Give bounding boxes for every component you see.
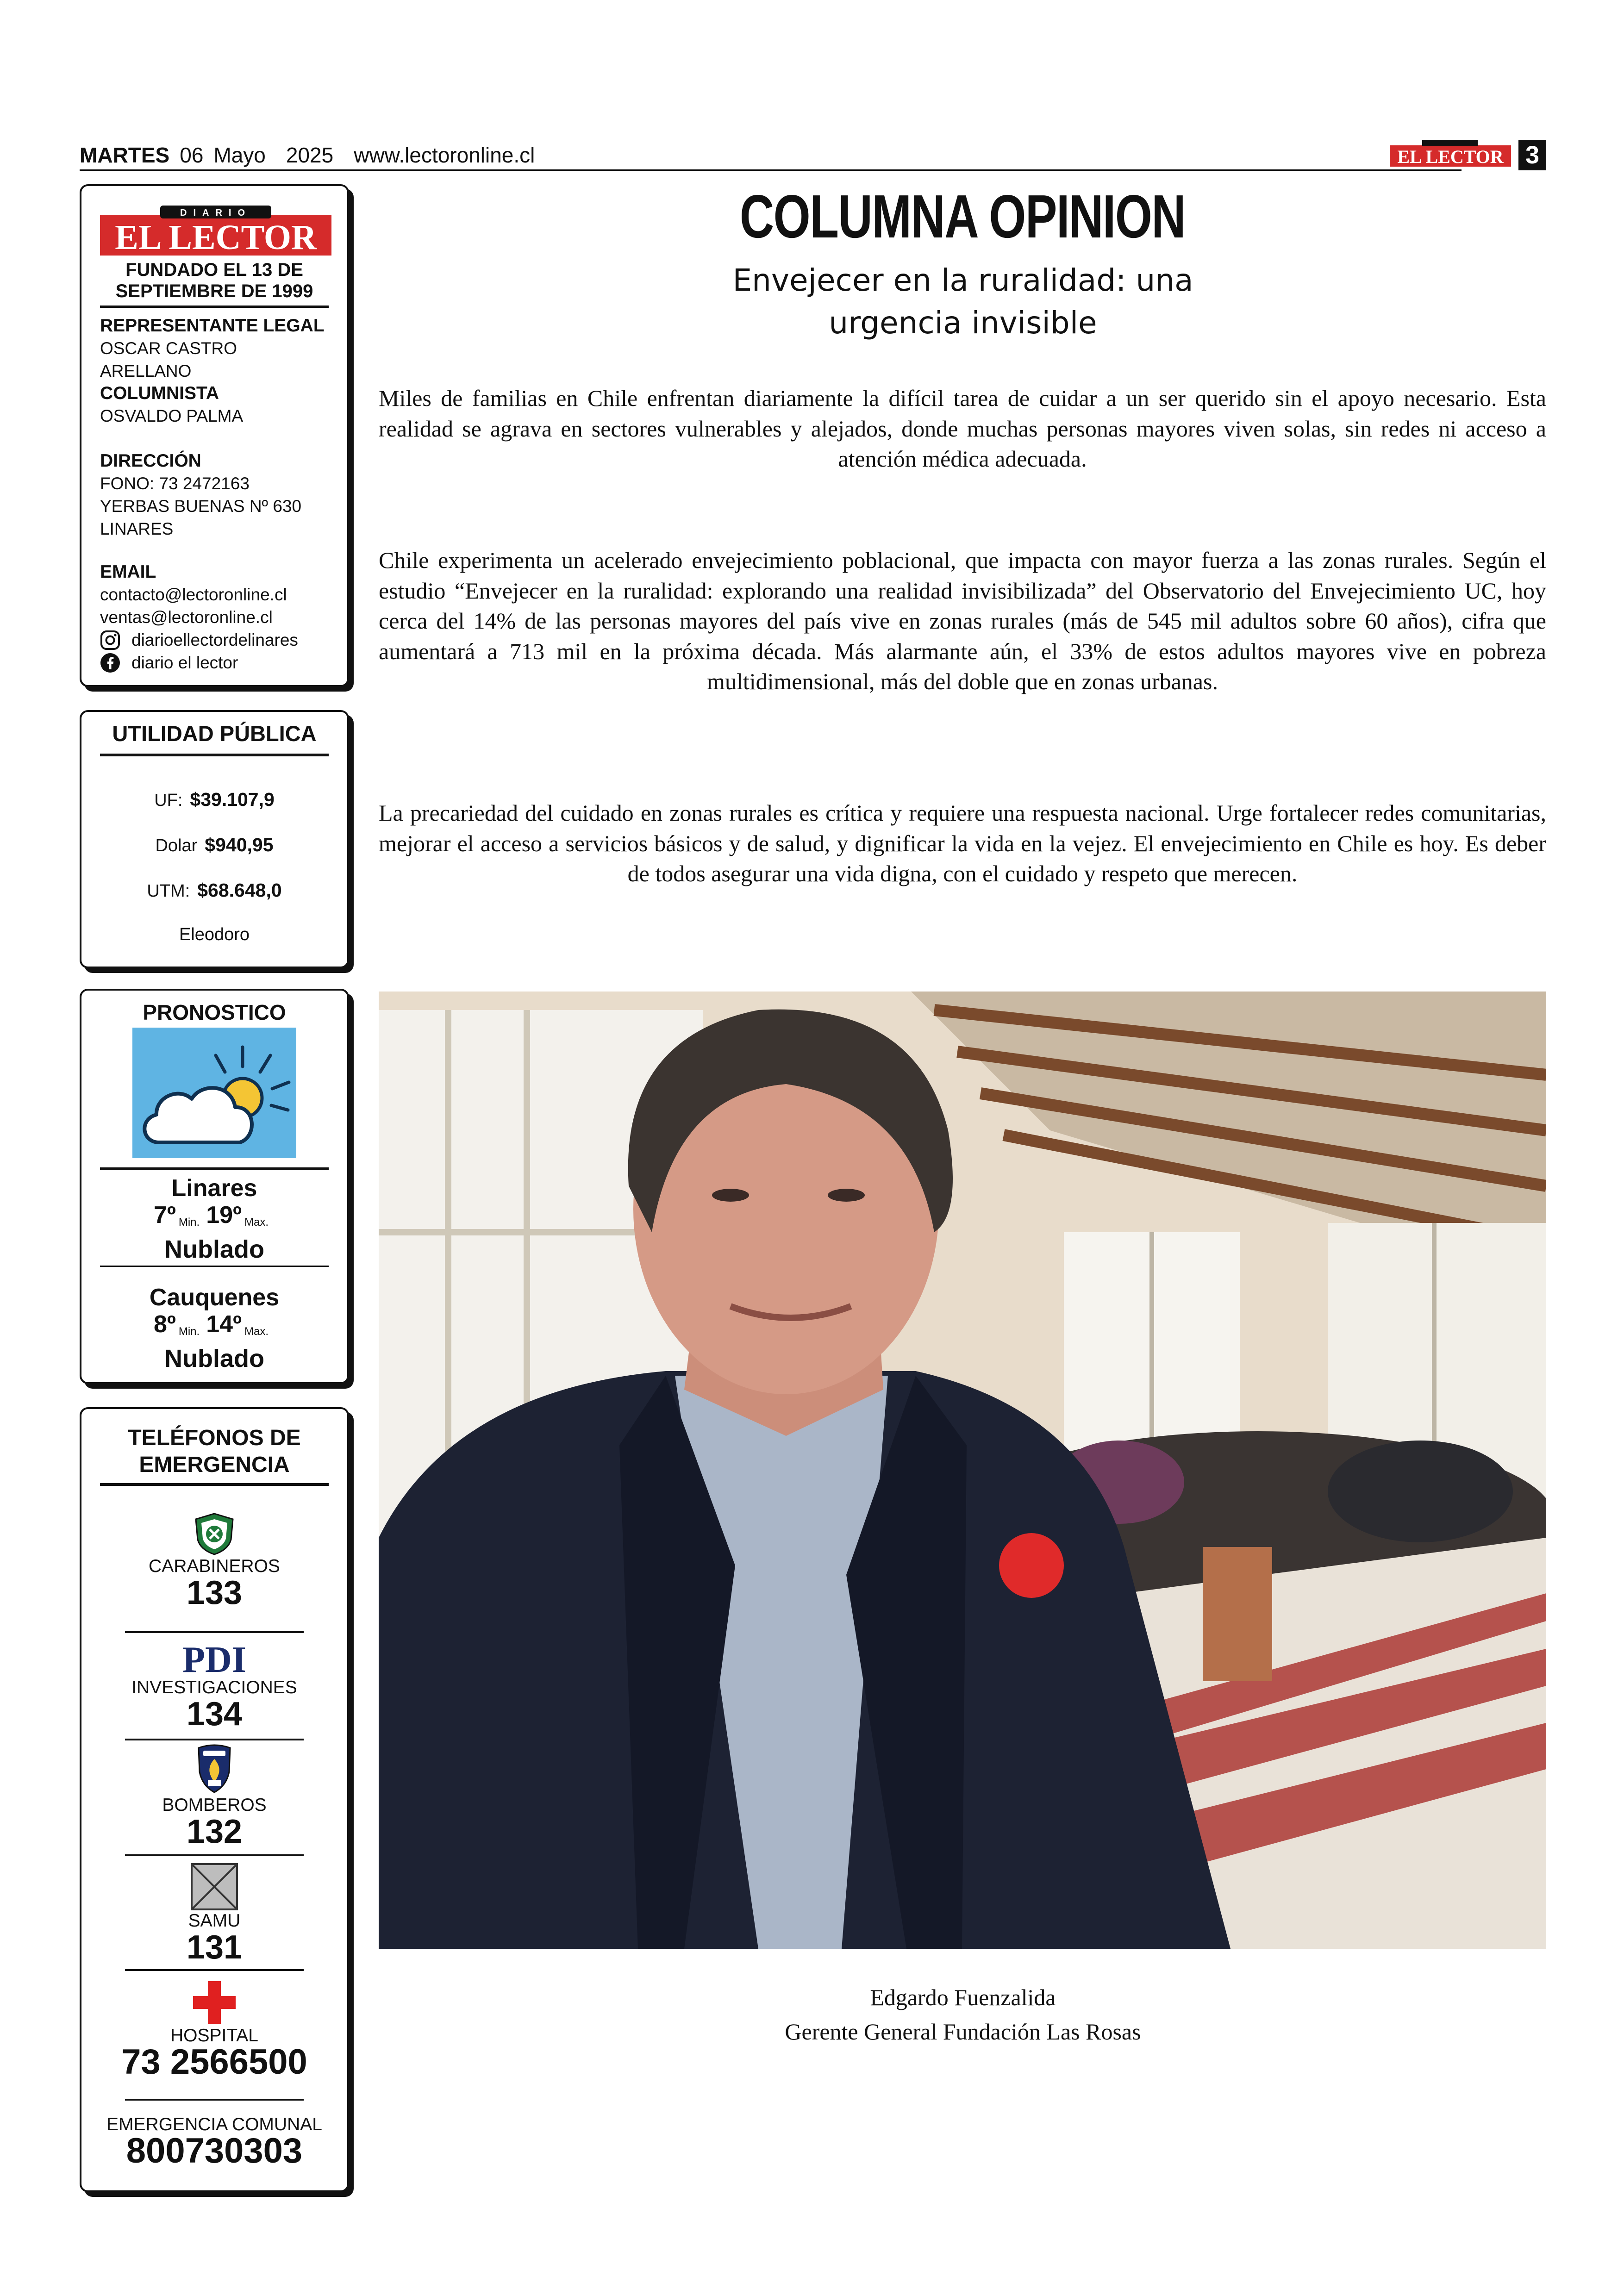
bomberos-phone[interactable]: 132 — [186, 1813, 243, 1850]
condition: Nublado — [164, 1345, 264, 1372]
header-month: Mayo — [213, 143, 266, 167]
emergency-title-line2: EMERGENCIA — [139, 1453, 290, 1477]
temp-max: 19º — [206, 1202, 242, 1229]
emergency-title — [81, 1425, 347, 1478]
svg-text:DIARIO: DIARIO — [180, 208, 251, 218]
hospital-phone[interactable]: 73 2566500 — [121, 2042, 307, 2082]
samu-phone[interactable]: 131 — [186, 1929, 243, 1966]
carabineros-label: CARABINEROS — [149, 1556, 280, 1576]
utm-row — [81, 879, 347, 901]
address-section — [100, 450, 331, 540]
carabineros-phone[interactable]: 133 — [186, 1574, 243, 1611]
hospital-entry — [81, 1979, 347, 2082]
section-title: COLUMNA OPINION — [739, 182, 1186, 250]
dolar-row — [81, 834, 347, 856]
emergency-divider — [125, 2099, 304, 2101]
emergency-rule — [100, 1483, 329, 1486]
facebook-link[interactable] — [100, 651, 331, 674]
eleodoro-text: Eleodoro — [179, 925, 250, 944]
masthead-box — [80, 184, 349, 687]
city-name: Linares — [171, 1175, 257, 1202]
header-logo — [1390, 139, 1515, 168]
legal-name: OSCAR CASTRO ARELLANO — [100, 339, 237, 380]
founded-line2: SEPTIEMBRE DE 1999 — [115, 281, 313, 301]
emergency-box — [80, 1407, 349, 2192]
emergency-divider — [125, 1631, 304, 1633]
header-dateline — [80, 143, 535, 168]
temp-range — [81, 1311, 347, 1345]
founded-line1: FUNDADO EL 13 DE — [125, 260, 303, 280]
temp-range — [81, 1202, 347, 1236]
article-paragraph-3: La precariedad del cuidado en zonas rurales es crítica y requiere una respuesta nacional. Urge fortalecer redes comunitarias, mejorar el acceso a servicios básicos y de salud, y dignificar la vida en la vejez. El envejecimiento en Chile es hoy. Es deber de todos asegurar una vida digna, con el cuidado y respeto que merecen. — [379, 800, 1546, 886]
red-cross-icon — [191, 1979, 237, 2026]
columnist-name: OSVALDO PALMA — [100, 406, 244, 425]
founded-text — [81, 259, 347, 302]
facebook-handle: diario el lector — [131, 653, 238, 672]
page-header — [80, 139, 1546, 171]
pdi-phone[interactable]: 134 — [186, 1696, 243, 1733]
pdi-logo: PDI — [182, 1640, 246, 1680]
uf-row — [81, 789, 347, 811]
uf-label: UF: — [154, 791, 183, 810]
carabineros-entry — [81, 1512, 347, 1609]
min-label: Min. — [178, 1216, 200, 1229]
header-rule — [80, 169, 1462, 171]
city-name: Cauquenes — [149, 1284, 280, 1311]
forecast-rule — [100, 1167, 329, 1170]
temp-min: 7º — [153, 1202, 176, 1229]
header-year: 2025 — [286, 143, 334, 167]
forecast-divider — [100, 1266, 329, 1267]
samu-entry — [81, 1863, 347, 1964]
article-paragraph-1: Miles de familias en Chile enfrentan diariamente la difícil tarea de cuidar a un ser querido sin el apoyo necesario. Esta realidad se agrava en sectores vulnerables y alejados, donde muchas personas mayores viven solas, sin redes ni acceso a atención médica adecuada. — [379, 385, 1546, 472]
columnist-section — [100, 382, 331, 427]
article-subtitle — [648, 259, 1278, 344]
samu-placeholder-icon — [190, 1863, 238, 1911]
emergency-divider — [125, 1854, 304, 1856]
carabineros-shield-icon — [192, 1512, 237, 1556]
masthead-logo — [100, 206, 331, 256]
utm-value: $68.648,0 — [197, 879, 282, 901]
phone-number: FONO: 73 2472163 — [100, 474, 250, 493]
photo-caption — [648, 1980, 1278, 2049]
author-role: Gerente General Fundación Las Rosas — [785, 2019, 1141, 2045]
street-address: YERBAS BUENAS Nº 630 — [100, 497, 302, 516]
svg-text:EL LECTOR: EL LECTOR — [115, 218, 317, 256]
forecast-linares — [81, 1175, 347, 1263]
author-photo — [379, 992, 1546, 1949]
instagram-link[interactable] — [100, 629, 331, 651]
page-number: 3 — [1518, 140, 1546, 170]
uf-value: $39.107,9 — [190, 789, 275, 810]
header-day: MARTES — [80, 143, 170, 167]
bomberos-entry — [81, 1743, 347, 1848]
comunal-label: EMERGENCIA COMUNAL — [106, 2114, 322, 2134]
hospital-label: HOSPITAL — [170, 2026, 258, 2046]
legal-title: REPRESENTANTE LEGAL — [100, 316, 325, 336]
comunal-phone[interactable]: 800730303 — [126, 2131, 303, 2170]
condition: Nublado — [164, 1235, 264, 1263]
email-title: EMAIL — [100, 562, 156, 582]
pdi-label: INVESTIGACIONES — [131, 1678, 297, 1697]
instagram-handle: diarioellectordelinares — [131, 630, 298, 649]
pdi-entry — [81, 1640, 347, 1733]
forecast-title: PRONOSTICO — [143, 1000, 286, 1024]
emergency-divider — [125, 1739, 304, 1740]
facebook-icon — [100, 653, 120, 673]
address-title: DIRECCIÓN — [100, 451, 201, 471]
forecast-cauquenes — [81, 1284, 347, 1372]
bomberos-label: BOMBEROS — [162, 1795, 267, 1815]
author-name: Edgardo Fuenzalida — [870, 1984, 1056, 2010]
max-label: Max. — [244, 1216, 269, 1229]
utilidad-title: UTILIDAD PÚBLICA — [112, 721, 317, 746]
masthead-rule — [100, 306, 329, 308]
temp-min: 8º — [153, 1311, 176, 1338]
utm-label: UTM: — [147, 881, 190, 901]
columnist-title: COLUMNISTA — [100, 383, 219, 403]
email-sales-link[interactable]: ventas@lectoronline.cl — [100, 608, 273, 627]
email-section — [100, 561, 331, 674]
subtitle-line2: urgencia invisible — [829, 305, 1097, 341]
temp-max: 14º — [206, 1311, 242, 1338]
utilidad-box — [80, 710, 349, 968]
comunal-entry — [81, 2114, 347, 2170]
header-website[interactable]: www.lectoronline.cl — [354, 143, 535, 167]
article-paragraph-2: Chile experimenta un acelerado envejecimiento poblacional, que impacta con mayor fuerza a las zonas rurales. Según el estudio “Envejecer en la ruralidad: explorando una realidad invisibilizada” del Observatorio del Envejecimiento UC, hoy cerca del 14% de las personas mayores del país vive en zonas rurales (más de 545 mil adultos sobre 60 años), cifra que aumentará a 713 mil en la próxima década. Más alarmante aún, el 33% de estos adultos mayores vive en pobreza multidimensional, más del doble que en zonas urbanas. — [379, 547, 1546, 694]
emergency-title-line1: TELÉFONOS DE — [128, 1426, 301, 1450]
city-name: LINARES — [100, 519, 174, 538]
instagram-icon — [100, 630, 120, 650]
samu-label: SAMU — [188, 1911, 241, 1931]
subtitle-line1: Envejecer en la ruralidad: una — [732, 262, 1193, 298]
email-contact-link[interactable]: contacto@lectoronline.cl — [100, 585, 287, 604]
emergency-divider — [125, 1969, 304, 1971]
dolar-value: $940,95 — [205, 834, 274, 855]
max-label: Max. — [244, 1325, 269, 1338]
forecast-box — [80, 989, 349, 1384]
partly-cloudy-icon — [132, 1028, 296, 1158]
dolar-label: Dolar — [155, 836, 198, 855]
bomberos-badge-icon — [192, 1743, 237, 1795]
min-label: Min. — [178, 1325, 200, 1338]
svg-text:EL LECTOR: EL LECTOR — [1397, 146, 1504, 167]
header-date-num: 06 — [180, 143, 204, 167]
legal-section — [100, 315, 331, 382]
utilidad-rule — [100, 754, 329, 756]
